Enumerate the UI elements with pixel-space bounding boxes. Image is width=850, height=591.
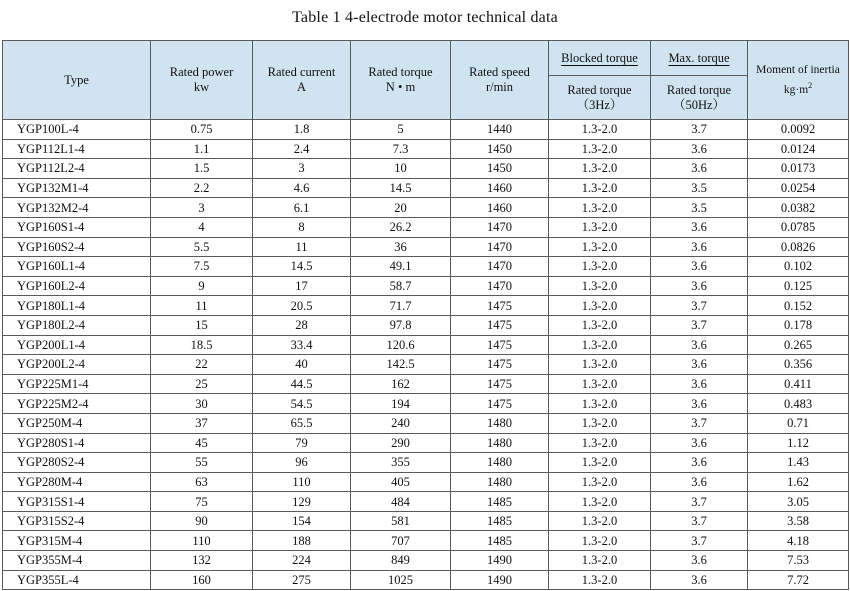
cell-blocked-torque: 1.3-2.0 (549, 296, 651, 316)
cell-inertia: 0.0826 (748, 237, 849, 257)
cell-type: YGP200L2-4 (3, 355, 151, 375)
header-rated-power-unit: kw (193, 80, 210, 94)
cell-rated-current: 65.5 (253, 413, 351, 433)
table-row (3, 374, 849, 394)
cell-inertia: 0.0173 (748, 159, 849, 179)
cell-rated-speed: 1475 (451, 355, 549, 375)
cell-blocked-torque: 1.3-2.0 (549, 198, 651, 218)
cell-blocked-torque: 1.3-2.0 (549, 178, 651, 198)
cell-max-torque: 3.6 (651, 139, 748, 159)
cell-rated-torque: 142.5 (351, 355, 451, 375)
cell-type: YGP180L1-4 (3, 296, 151, 316)
cell-rated-speed: 1490 (451, 570, 549, 590)
table-row (3, 335, 849, 355)
cell-blocked-torque: 1.3-2.0 (549, 413, 651, 433)
table-row (3, 551, 849, 571)
cell-blocked-torque: 1.3-2.0 (549, 355, 651, 375)
header-rated-torque-label: Rated torque (368, 65, 433, 79)
table-row (3, 531, 849, 551)
cell-inertia: 0.0382 (748, 198, 849, 218)
cell-type: YGP160L2-4 (3, 276, 151, 296)
header-max-torque-group (651, 41, 748, 76)
header-blocked-rated-torque-unit: （3Hz） (576, 97, 623, 112)
cell-max-torque: 3.7 (651, 492, 748, 512)
cell-max-torque: 3.6 (651, 453, 748, 473)
cell-blocked-torque: 1.3-2.0 (549, 453, 651, 473)
table-row (3, 511, 849, 531)
cell-rated-power: 37 (151, 413, 253, 433)
cell-blocked-torque: 1.3-2.0 (549, 394, 651, 414)
header-rated-speed (451, 41, 549, 120)
cell-rated-torque: 581 (351, 511, 451, 531)
cell-type: YGP100L-4 (3, 120, 151, 140)
cell-rated-speed: 1485 (451, 492, 549, 512)
cell-rated-speed: 1480 (451, 453, 549, 473)
cell-max-torque: 3.7 (651, 511, 748, 531)
cell-type: YGP160S2-4 (3, 237, 151, 257)
table-body (3, 120, 849, 590)
cell-rated-current: 3 (253, 159, 351, 179)
header-rated-power-label: Rated power (169, 65, 234, 79)
cell-rated-torque: 10 (351, 159, 451, 179)
cell-type: YGP160L1-4 (3, 257, 151, 277)
table-row (3, 394, 849, 414)
cell-inertia: 0.125 (748, 276, 849, 296)
cell-type: YGP132M2-4 (3, 198, 151, 218)
header-rated-torque (351, 41, 451, 120)
table-header (3, 41, 849, 120)
cell-max-torque: 3.7 (651, 120, 748, 140)
cell-rated-torque: 5 (351, 120, 451, 140)
cell-rated-current: 188 (253, 531, 351, 551)
cell-type: YGP112L2-4 (3, 159, 151, 179)
table-row (3, 570, 849, 590)
cell-rated-torque: 484 (351, 492, 451, 512)
cell-rated-speed: 1490 (451, 551, 549, 571)
cell-inertia: 0.0092 (748, 120, 849, 140)
cell-rated-speed: 1480 (451, 472, 549, 492)
cell-rated-power: 90 (151, 511, 253, 531)
table-row (3, 237, 849, 257)
table-row (3, 472, 849, 492)
cell-inertia: 0.0124 (748, 139, 849, 159)
cell-type: YGP112L1-4 (3, 139, 151, 159)
cell-type: YGP280S1-4 (3, 433, 151, 453)
header-max-torque-label: Max. torque (668, 50, 730, 65)
cell-max-torque: 3.6 (651, 570, 748, 590)
cell-rated-power: 5.5 (151, 237, 253, 257)
cell-max-torque: 3.5 (651, 178, 748, 198)
cell-max-torque: 3.6 (651, 551, 748, 571)
cell-type: YGP180L2-4 (3, 315, 151, 335)
cell-inertia: 3.58 (748, 511, 849, 531)
cell-type: YGP200L1-4 (3, 335, 151, 355)
cell-rated-torque: 7.3 (351, 139, 451, 159)
table-row (3, 217, 849, 237)
cell-inertia: 0.178 (748, 315, 849, 335)
cell-inertia: 7.53 (748, 551, 849, 571)
cell-rated-current: 96 (253, 453, 351, 473)
cell-rated-power: 110 (151, 531, 253, 551)
cell-blocked-torque: 1.3-2.0 (549, 276, 651, 296)
cell-rated-torque: 240 (351, 413, 451, 433)
cell-type: YGP315S2-4 (3, 511, 151, 531)
cell-rated-current: 224 (253, 551, 351, 571)
cell-type: YGP355L-4 (3, 570, 151, 590)
cell-blocked-torque: 1.3-2.0 (549, 237, 651, 257)
cell-rated-power: 4 (151, 217, 253, 237)
cell-blocked-torque: 1.3-2.0 (549, 139, 651, 159)
cell-inertia: 4.18 (748, 531, 849, 551)
cell-type: YGP225M2-4 (3, 394, 151, 414)
cell-type: YGP132M1-4 (3, 178, 151, 198)
cell-rated-current: 79 (253, 433, 351, 453)
cell-rated-torque: 707 (351, 531, 451, 551)
cell-rated-power: 63 (151, 472, 253, 492)
header-inertia-unit (748, 78, 848, 98)
cell-rated-current: 44.5 (253, 374, 351, 394)
cell-rated-power: 2.2 (151, 178, 253, 198)
cell-rated-speed: 1475 (451, 296, 549, 316)
header-rated-torque-unit: N • m (385, 80, 416, 94)
cell-blocked-torque: 1.3-2.0 (549, 433, 651, 453)
cell-inertia: 0.265 (748, 335, 849, 355)
cell-blocked-torque: 1.3-2.0 (549, 257, 651, 277)
cell-blocked-torque: 1.3-2.0 (549, 374, 651, 394)
table-row (3, 355, 849, 375)
cell-rated-current: 275 (253, 570, 351, 590)
header-type: Type (3, 41, 151, 120)
cell-type: YGP315S1-4 (3, 492, 151, 512)
cell-rated-power: 132 (151, 551, 253, 571)
header-rated-current (253, 41, 351, 120)
cell-blocked-torque: 1.3-2.0 (549, 120, 651, 140)
cell-rated-power: 55 (151, 453, 253, 473)
cell-max-torque: 3.7 (651, 315, 748, 335)
cell-inertia: 0.411 (748, 374, 849, 394)
cell-max-torque: 3.6 (651, 237, 748, 257)
cell-blocked-torque: 1.3-2.0 (549, 217, 651, 237)
table-row (3, 433, 849, 453)
cell-inertia: 0.71 (748, 413, 849, 433)
cell-rated-speed: 1470 (451, 257, 549, 277)
cell-rated-torque: 20 (351, 198, 451, 218)
cell-type: YGP280S2-4 (3, 453, 151, 473)
cell-max-torque: 3.6 (651, 394, 748, 414)
header-max-rated-torque-unit: （50Hz） (672, 97, 726, 112)
cell-rated-speed: 1485 (451, 531, 549, 551)
cell-inertia: 0.152 (748, 296, 849, 316)
cell-rated-speed: 1470 (451, 237, 549, 257)
cell-rated-current: 6.1 (253, 198, 351, 218)
cell-rated-speed: 1450 (451, 139, 549, 159)
cell-rated-current: 110 (253, 472, 351, 492)
cell-type: YGP280M-4 (3, 472, 151, 492)
header-blocked-rated-torque (549, 76, 651, 120)
cell-rated-current: 33.4 (253, 335, 351, 355)
cell-inertia: 0.0254 (748, 178, 849, 198)
cell-blocked-torque: 1.3-2.0 (549, 492, 651, 512)
cell-rated-current: 28 (253, 315, 351, 335)
table-row (3, 492, 849, 512)
cell-rated-current: 4.6 (253, 178, 351, 198)
cell-rated-speed: 1470 (451, 217, 549, 237)
cell-type: YGP250M-4 (3, 413, 151, 433)
table-row (3, 315, 849, 335)
cell-inertia: 0.102 (748, 257, 849, 277)
cell-rated-speed: 1470 (451, 276, 549, 296)
cell-rated-speed: 1480 (451, 413, 549, 433)
cell-inertia: 7.72 (748, 570, 849, 590)
cell-rated-current: 8 (253, 217, 351, 237)
cell-inertia: 1.62 (748, 472, 849, 492)
cell-max-torque: 3.6 (651, 217, 748, 237)
cell-rated-torque: 162 (351, 374, 451, 394)
cell-max-torque: 3.6 (651, 335, 748, 355)
cell-rated-speed: 1475 (451, 374, 549, 394)
header-blocked-rated-torque-label: Rated torque (567, 82, 632, 97)
table-row (3, 178, 849, 198)
motor-data-table (2, 40, 849, 590)
cell-rated-speed: 1475 (451, 335, 549, 355)
cell-rated-power: 3 (151, 198, 253, 218)
cell-rated-torque: 290 (351, 433, 451, 453)
table-row (3, 139, 849, 159)
cell-rated-current: 154 (253, 511, 351, 531)
header-rated-current-label: Rated current (267, 65, 336, 79)
cell-max-torque: 3.6 (651, 257, 748, 277)
cell-rated-power: 15 (151, 315, 253, 335)
cell-rated-power: 11 (151, 296, 253, 316)
cell-rated-power: 1.1 (151, 139, 253, 159)
table-row (3, 453, 849, 473)
cell-rated-torque: 58.7 (351, 276, 451, 296)
cell-rated-power: 9 (151, 276, 253, 296)
cell-rated-speed: 1480 (451, 433, 549, 453)
table-row (3, 296, 849, 316)
cell-rated-torque: 14.5 (351, 178, 451, 198)
cell-rated-torque: 355 (351, 453, 451, 473)
cell-blocked-torque: 1.3-2.0 (549, 472, 651, 492)
cell-rated-torque: 71.7 (351, 296, 451, 316)
cell-inertia: 1.43 (748, 453, 849, 473)
cell-blocked-torque: 1.3-2.0 (549, 315, 651, 335)
cell-rated-torque: 194 (351, 394, 451, 414)
header-inertia-unit-base: kg·m (783, 83, 809, 96)
header-blocked-torque-group (549, 41, 651, 76)
header-max-rated-torque (651, 76, 748, 120)
cell-max-torque: 3.7 (651, 296, 748, 316)
header-rated-speed-label: Rated speed (469, 65, 530, 79)
cell-rated-power: 1.5 (151, 159, 253, 179)
cell-rated-speed: 1450 (451, 159, 549, 179)
cell-type: YGP315M-4 (3, 531, 151, 551)
cell-max-torque: 3.6 (651, 276, 748, 296)
cell-rated-speed: 1475 (451, 394, 549, 414)
cell-rated-torque: 26.2 (351, 217, 451, 237)
cell-rated-current: 20.5 (253, 296, 351, 316)
cell-blocked-torque: 1.3-2.0 (549, 570, 651, 590)
table-row (3, 276, 849, 296)
cell-type: YGP355M-4 (3, 551, 151, 571)
cell-rated-torque: 120.6 (351, 335, 451, 355)
table-caption: Table 1 4-electrode motor technical data (292, 9, 558, 26)
cell-inertia: 3.05 (748, 492, 849, 512)
cell-rated-current: 17 (253, 276, 351, 296)
cell-type: YGP225M1-4 (3, 374, 151, 394)
cell-rated-current: 40 (253, 355, 351, 375)
cell-rated-power: 160 (151, 570, 253, 590)
cell-rated-power: 18.5 (151, 335, 253, 355)
cell-rated-torque: 405 (351, 472, 451, 492)
cell-rated-torque: 1025 (351, 570, 451, 590)
cell-rated-speed: 1485 (451, 511, 549, 531)
header-blocked-torque-label: Blocked torque (561, 50, 638, 65)
cell-rated-power: 30 (151, 394, 253, 414)
cell-inertia: 0.0785 (748, 217, 849, 237)
header-inertia-label: Moment of inertia (756, 63, 840, 76)
cell-max-torque: 3.7 (651, 413, 748, 433)
cell-rated-current: 54.5 (253, 394, 351, 414)
cell-inertia: 1.12 (748, 433, 849, 453)
table-row (3, 257, 849, 277)
cell-rated-current: 14.5 (253, 257, 351, 277)
cell-rated-current: 1.8 (253, 120, 351, 140)
header-rated-power (151, 41, 253, 120)
cell-max-torque: 3.6 (651, 472, 748, 492)
cell-rated-speed: 1460 (451, 198, 549, 218)
cell-blocked-torque: 1.3-2.0 (549, 551, 651, 571)
cell-rated-power: 7.5 (151, 257, 253, 277)
cell-rated-torque: 97.8 (351, 315, 451, 335)
cell-inertia: 0.483 (748, 394, 849, 414)
table-row (3, 120, 849, 140)
header-max-rated-torque-label: Rated torque (666, 82, 732, 97)
cell-type: YGP160S1-4 (3, 217, 151, 237)
cell-blocked-torque: 1.3-2.0 (549, 511, 651, 531)
table-row (3, 413, 849, 433)
cell-rated-speed: 1460 (451, 178, 549, 198)
cell-inertia: 0.356 (748, 355, 849, 375)
cell-blocked-torque: 1.3-2.0 (549, 159, 651, 179)
cell-rated-power: 45 (151, 433, 253, 453)
motor-data-table-wrapper (2, 40, 848, 590)
cell-max-torque: 3.7 (651, 531, 748, 551)
cell-rated-speed: 1475 (451, 315, 549, 335)
cell-rated-speed: 1440 (451, 120, 549, 140)
cell-rated-torque: 49.1 (351, 257, 451, 277)
cell-rated-current: 129 (253, 492, 351, 512)
cell-blocked-torque: 1.3-2.0 (549, 335, 651, 355)
header-rated-current-unit: A (296, 80, 307, 94)
cell-max-torque: 3.6 (651, 433, 748, 453)
cell-max-torque: 3.6 (651, 374, 748, 394)
table-row (3, 198, 849, 218)
cell-rated-torque: 36 (351, 237, 451, 257)
cell-rated-power: 22 (151, 355, 253, 375)
header-inertia-unit-exponent: 2 (808, 80, 813, 90)
cell-rated-current: 11 (253, 237, 351, 257)
cell-rated-torque: 849 (351, 551, 451, 571)
cell-rated-current: 2.4 (253, 139, 351, 159)
cell-rated-power: 75 (151, 492, 253, 512)
cell-max-torque: 3.5 (651, 198, 748, 218)
cell-max-torque: 3.6 (651, 159, 748, 179)
cell-rated-power: 0.75 (151, 120, 253, 140)
header-rated-speed-unit: r/min (485, 80, 514, 94)
cell-rated-power: 25 (151, 374, 253, 394)
cell-max-torque: 3.6 (651, 355, 748, 375)
cell-blocked-torque: 1.3-2.0 (549, 531, 651, 551)
header-moment-of-inertia (748, 41, 849, 120)
table-row (3, 159, 849, 179)
